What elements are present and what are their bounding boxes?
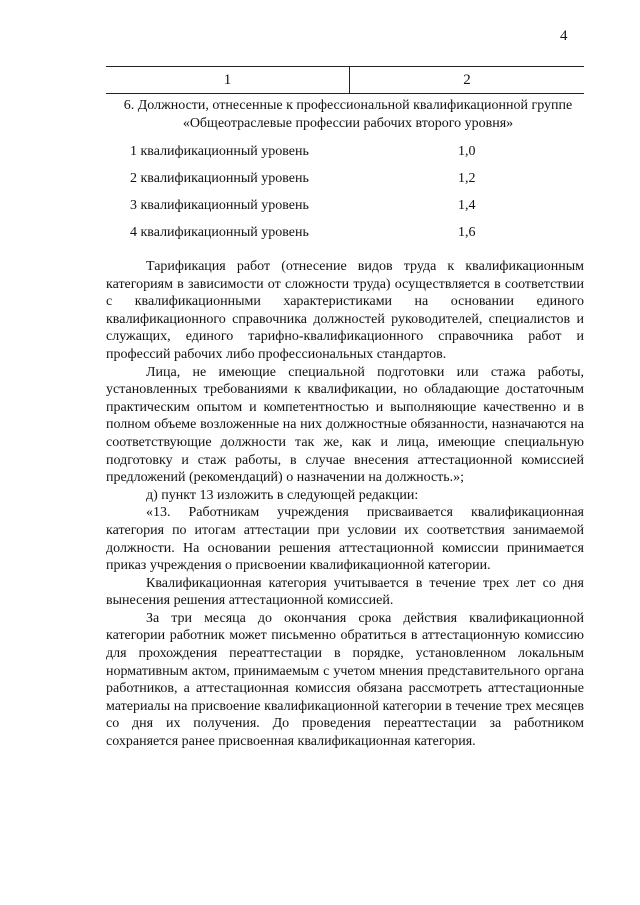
page-number: 4 — [560, 28, 568, 44]
level-label: 1 квалификационный уровень — [130, 144, 309, 159]
level-label: 2 квалификационный уровень — [130, 171, 309, 186]
level-row — [130, 144, 510, 171]
level-label: 4 квалификационный уровень — [130, 225, 309, 240]
body-text — [106, 258, 584, 751]
level-row — [130, 198, 510, 225]
paragraph: д) пункт 13 изложить в следующей редакции: — [146, 487, 419, 503]
qualification-levels — [130, 144, 510, 252]
paragraph: Тарификация работ (отнесение видов труда к квалификационным категориям в зависимости от сложности труда) осуществляется в соответствии с квалификационными характеристиками на основании единого квалификационного справочника должностей руководителей, специалистов и служащих, единого тарифно-квалификационного справочника работ и профессий рабочих либо профессиональных стандартов. — [106, 259, 584, 362]
paragraph: Лица, не имеющие специальной подготовки или стажа работы, установленных требованиями к квалификации, но обладающие достаточным практическим опытом и компетентностью и выполняющие качественно и в полном объеме возложенные на них должностные обязанности, назначаются на соответствующие должности так же, как и лица, имеющие специальную подготовку и стаж работы, в случае внесения аттестационной комиссией предложений (рекомендаций) о назначении на должность.»; — [106, 364, 584, 486]
level-value: 1,0 — [458, 144, 476, 159]
paragraph: «13. Работникам учреждения присваивается квалификационная категория по итогам аттестации при условии их соответствия занимаемой должности. На основании решения аттестационной комиссии принимается приказ учреждения о присвоении квалификационной категории. — [106, 505, 584, 574]
group-title: 6. Должности, отнесенные к профессиональной квалификационной группе «Общеотраслевые профессии рабочих второго уровня» — [123, 98, 573, 131]
level-row — [130, 171, 510, 198]
paragraph: Квалификационная категория учитывается в течение трех лет со дня вынесения решения аттестационной комиссией. — [106, 575, 584, 609]
level-value: 1,2 — [458, 171, 476, 186]
level-row — [130, 225, 510, 252]
paragraph: За три месяца до окончания срока действия квалификационной категории работник может письменно обратиться в аттестационную комиссию для прохождения переаттестации в порядке, установленном локальным нормативным актом, принимаемым с учетом мнения представительного органа работников, а аттестационная комиссия обязана рассмотреть аттестационные материалы на присвоение квалификационной категории в течение трех месяцев со дня их получения. До проведения переаттестации за работником сохраняется ранее присвоенная квалификационная категория. — [106, 610, 584, 750]
level-label: 3 квалификационный уровень — [130, 198, 309, 213]
table-header-col2: 2 — [463, 72, 471, 88]
table-header-col1: 1 — [106, 67, 350, 93]
table-header — [106, 66, 584, 94]
level-value: 1,4 — [458, 198, 476, 213]
level-value: 1,6 — [458, 225, 476, 240]
